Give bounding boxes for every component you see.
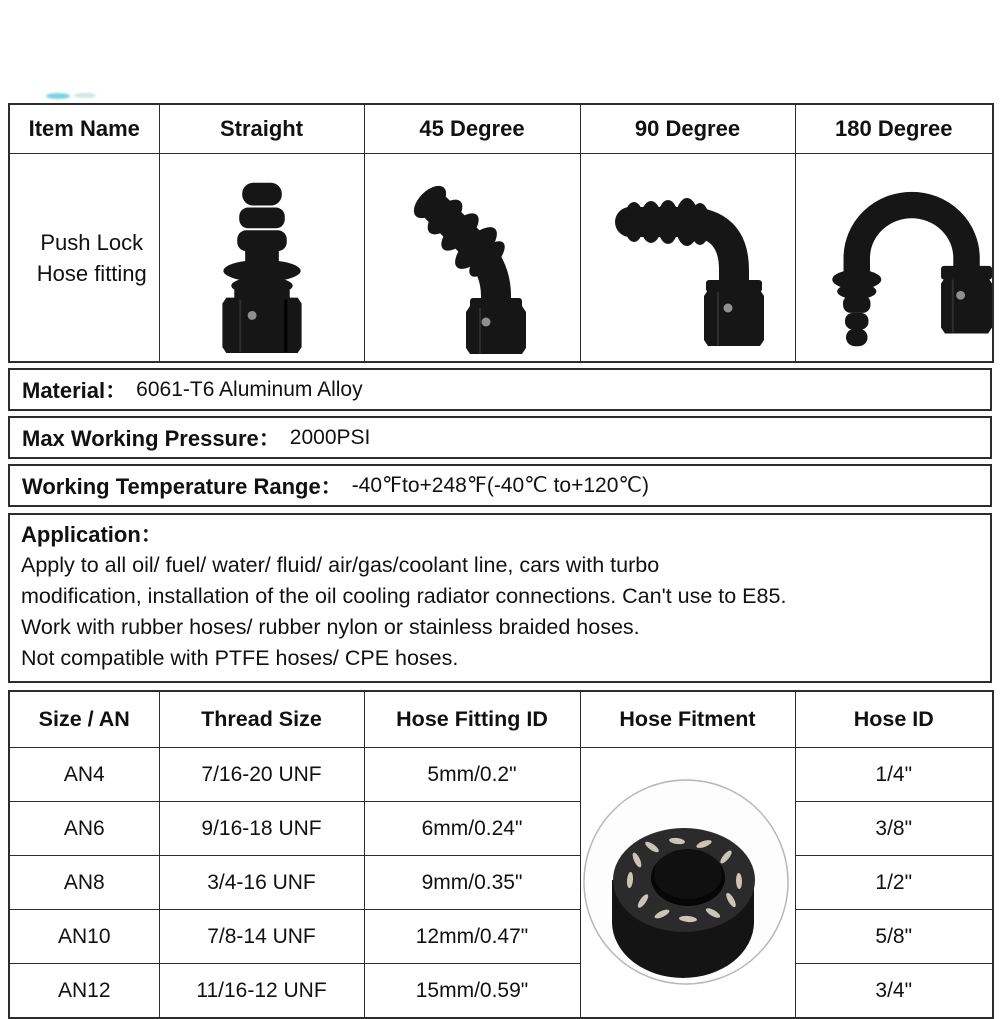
size-header-hose-fitment: Hose Fitment xyxy=(580,691,795,748)
pressure-label: Max Working Pressure： xyxy=(22,426,281,451)
spec-table-header-row xyxy=(9,104,993,154)
item-name-cell xyxy=(9,154,159,363)
temperature-value: -40℉to+248℉(-40℃ to+120℃) xyxy=(351,474,649,497)
fitting-180-cell xyxy=(795,154,993,363)
application-label: Application： xyxy=(21,522,163,547)
fitting-90-cell xyxy=(580,154,795,363)
an4-hose-id: 1/4" xyxy=(795,748,993,802)
application-line-4: Not compatible with PTFE hoses/ CPE hoses. xyxy=(21,646,459,670)
spec-header-90-degree: 90 Degree xyxy=(580,104,795,154)
180-degree-fitting-photo xyxy=(796,158,992,358)
an4-size: AN4 xyxy=(9,748,159,802)
fitting-45-cell xyxy=(364,154,580,363)
size-row-an12 xyxy=(9,964,993,1019)
an10-fitting-id: 12mm/0.47" xyxy=(364,910,580,964)
application-line-1: Apply to all oil/ fuel/ water/ fluid/ air/gas/coolant line, cars with turbo xyxy=(21,553,660,577)
hose-fitment-cell xyxy=(580,748,795,1019)
an10-size: AN10 xyxy=(9,910,159,964)
an8-size: AN8 xyxy=(9,856,159,910)
material-row xyxy=(8,368,992,411)
material-label: Material： xyxy=(22,378,128,403)
an8-thread: 3/4-16 UNF xyxy=(159,856,364,910)
size-table xyxy=(8,690,994,1019)
an6-fitting-id: 6mm/0.24" xyxy=(364,802,580,856)
max-working-pressure-row xyxy=(8,416,992,459)
working-temperature-row xyxy=(8,464,992,507)
product-spec-sheet xyxy=(8,103,992,1019)
an12-size: AN12 xyxy=(9,964,159,1019)
an4-thread: 7/16-20 UNF xyxy=(159,748,364,802)
watermark-smudge-teal xyxy=(46,93,70,99)
an6-size: AN6 xyxy=(9,802,159,856)
size-row-an6 xyxy=(9,802,993,856)
an12-thread: 11/16-12 UNF xyxy=(159,964,364,1019)
an10-hose-id: 5/8" xyxy=(795,910,993,964)
an12-fitting-id: 15mm/0.59" xyxy=(364,964,580,1019)
straight-fitting-photo xyxy=(163,158,361,358)
size-header-thread-size: Thread Size xyxy=(159,691,364,748)
an10-thread: 7/8-14 UNF xyxy=(159,910,364,964)
size-row-an4 xyxy=(9,748,993,802)
rubber-hose-cross-section-photo xyxy=(582,752,794,1014)
application-line-3: Work with rubber hoses/ rubber nylon or stainless braided hoses. xyxy=(21,615,640,639)
size-row-an8 xyxy=(9,856,993,910)
application-line-2: modification, installation of the oil cooling radiator connections. Can't use to E85. xyxy=(21,584,787,608)
size-header-size-an: Size / AN xyxy=(9,691,159,748)
spec-table xyxy=(8,103,994,363)
size-header-hose-fitting-id: Hose Fitting ID xyxy=(364,691,580,748)
an12-hose-id: 3/4" xyxy=(795,964,993,1019)
spec-header-45-degree: 45 Degree xyxy=(364,104,580,154)
90-degree-fitting-photo xyxy=(588,158,788,358)
watermark-smudge-pale xyxy=(74,93,96,98)
temperature-label: Working Temperature Range： xyxy=(22,474,343,499)
an6-hose-id: 3/8" xyxy=(795,802,993,856)
spec-table-photo-row xyxy=(9,154,993,363)
size-row-an10 xyxy=(9,910,993,964)
45-degree-fitting-photo xyxy=(372,158,572,358)
an8-hose-id: 1/2" xyxy=(795,856,993,910)
size-header-hose-id: Hose ID xyxy=(795,691,993,748)
application-box xyxy=(8,513,992,683)
spec-header-item-name: Item Name xyxy=(9,104,159,154)
item-name-line1: Push Lock xyxy=(40,229,144,255)
pressure-value: 2000PSI xyxy=(289,425,371,449)
spec-header-180-degree: 180 Degree xyxy=(795,104,993,154)
material-value: 6061-T6 Aluminum Alloy xyxy=(136,377,363,401)
straight-fitting-cell xyxy=(159,154,364,363)
size-table-header-row xyxy=(9,691,993,748)
item-name-line2: Hose fitting xyxy=(36,260,147,286)
an6-thread: 9/16-18 UNF xyxy=(159,802,364,856)
an8-fitting-id: 9mm/0.35" xyxy=(364,856,580,910)
spec-header-straight: Straight xyxy=(159,104,364,154)
an4-fitting-id: 5mm/0.2" xyxy=(364,748,580,802)
